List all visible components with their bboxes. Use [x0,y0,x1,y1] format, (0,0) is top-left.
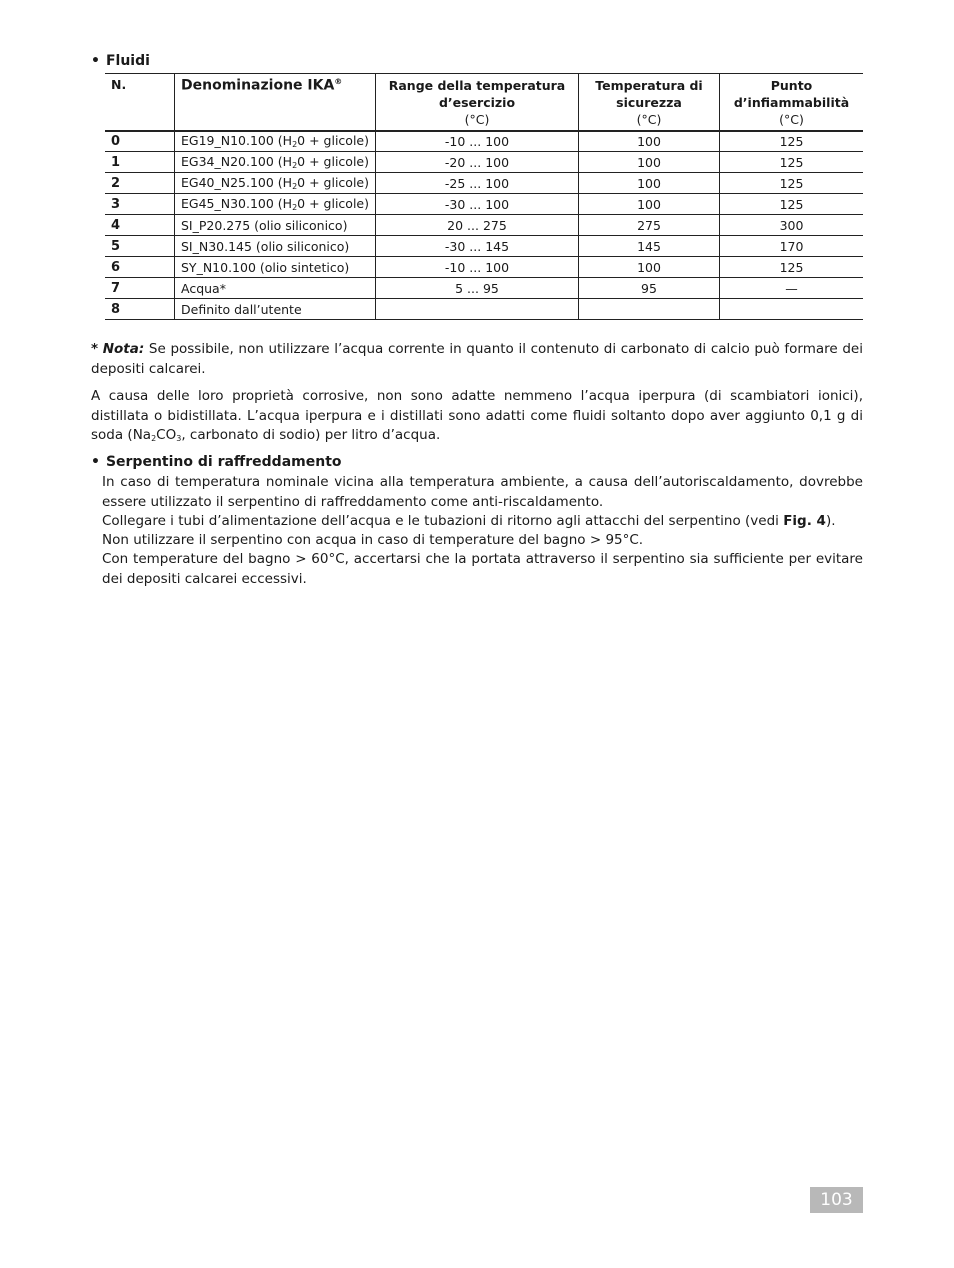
cell-name: EG19_N10.100 ($H_20$ + glicole) [175,131,376,152]
cell-flash-point: 125 [720,194,864,215]
page-number: 103 [810,1187,863,1213]
table-row [105,236,863,257]
cell-safety-temp: 100 [579,194,720,215]
table-row [105,173,863,194]
table-row [105,257,863,278]
cell-flash-point: 300 [720,215,864,236]
cell-n: 2 [105,173,175,194]
header-flash-point: Punto d’infiammabilità (°C) [720,74,864,131]
cell-n: 1 [105,152,175,173]
cell-name: SI_N30.145 (olio siliconico) [175,236,376,257]
cell-n: 5 [105,236,175,257]
cell-flash-point: 170 [720,236,864,257]
cell-name: SI_P20.275 (olio siliconico) [175,215,376,236]
coil-heading [91,454,342,470]
table-row [105,215,863,236]
cell-name: EG40_N25.100 ($H_20$ + glicole) [175,173,376,194]
cell-range: -10 ... 100 [376,257,579,278]
note-paragraph: * Nota: Se possibile, non utilizzare l’acqua corrente in quanto il contenuto di carbonato di calcio può formare dei depositi calcarei. [91,341,863,377]
cell-range: -25 ... 100 [376,173,579,194]
cell-flash-point [720,299,864,320]
coil-heading-text: Serpentino di raffreddamento [105,454,342,470]
cell-n: 6 [105,257,175,278]
cell-safety-temp: 145 [579,236,720,257]
table-row [105,152,863,173]
cell-safety-temp [579,299,720,320]
coil-paragraph-2: Collegare i tubi d’alimentazione dell’acqua e le tubazioni di ritorno agli attacchi del serpentino (vedi Fig. 4). [102,513,836,529]
cell-name: SY_N10.100 (olio sintetico) [175,257,376,278]
cell-range: -30 ... 100 [376,194,579,215]
header-safety-temp: Temperatura di sicurezza (°C) [579,74,720,131]
table-row [105,299,863,320]
coil-paragraph-4: Con temperature del bagno > 60°C, accertarsi che la portata attraverso il serpentino sia sufficiente per evitare dei depositi calcarei eccessivi. [102,551,863,587]
header-range: Range della temperatura d’esercizio (°C) [376,74,579,131]
fluids-heading [91,53,150,69]
cell-n: 4 [105,215,175,236]
cell-safety-temp: 275 [579,215,720,236]
cell-range: -20 ... 100 [376,152,579,173]
fluids-table [105,73,863,320]
cell-name: Definito dall’utente [175,299,376,320]
cell-flash-point: 125 [720,152,864,173]
cell-safety-temp: 100 [579,152,720,173]
cell-n: 3 [105,194,175,215]
cell-n: 0 [105,131,175,152]
cell-range: -30 ... 145 [376,236,579,257]
cell-range [376,299,579,320]
cell-flash-point: 125 [720,173,864,194]
corrosion-paragraph: A causa delle loro proprietà corrosive, non sono adatte nemmeno l’acqua iperpura (di scambiatori ionici), distillata o bidistillata. L’acqua iperpura e i distillati sono adatti come fluidi soltanto dopo aver aggiunto 0,1 g di soda ($Na_2CO_3$, carbonato di sodio) per litro d’acqua. [91,388,863,443]
cell-n: 7 [105,278,175,299]
coil-paragraph-3: Non utilizzare il serpentino con acqua in caso di temperature del bagno > 95°C. [102,532,644,548]
cell-range: 5 ... 95 [376,278,579,299]
cell-range: 20 ... 275 [376,215,579,236]
table-row [105,131,863,152]
cell-name: Acqua* [175,278,376,299]
cell-safety-temp: 95 [579,278,720,299]
bullet-dot: • [91,454,100,470]
cell-safety-temp: 100 [579,173,720,194]
cell-range: -10 ... 100 [376,131,579,152]
cell-safety-temp: 100 [579,131,720,152]
cell-flash-point: 125 [720,257,864,278]
cell-name: EG34_N20.100 ($H_20$ + glicole) [175,152,376,173]
cell-n: 8 [105,299,175,320]
cell-flash-point: — [720,278,864,299]
bullet-dot: • [91,53,100,69]
table-row [105,194,863,215]
table-header-row [105,74,863,131]
cell-safety-temp: 100 [579,257,720,278]
table-row [105,278,863,299]
fluids-heading-text: Fluidi [105,53,150,69]
coil-paragraph-1: In caso di temperatura nominale vicina alla temperatura ambiente, a causa dell’autoriscaldamento, dovrebbe essere utilizzato il serpentino di raffreddamento come anti-riscaldamento. [102,474,863,510]
header-name: Denominazione IKA® [175,74,376,131]
cell-name: EG45_N30.100 ($H_20$ + glicole) [175,194,376,215]
cell-flash-point: 125 [720,131,864,152]
header-n: N. [105,74,175,131]
